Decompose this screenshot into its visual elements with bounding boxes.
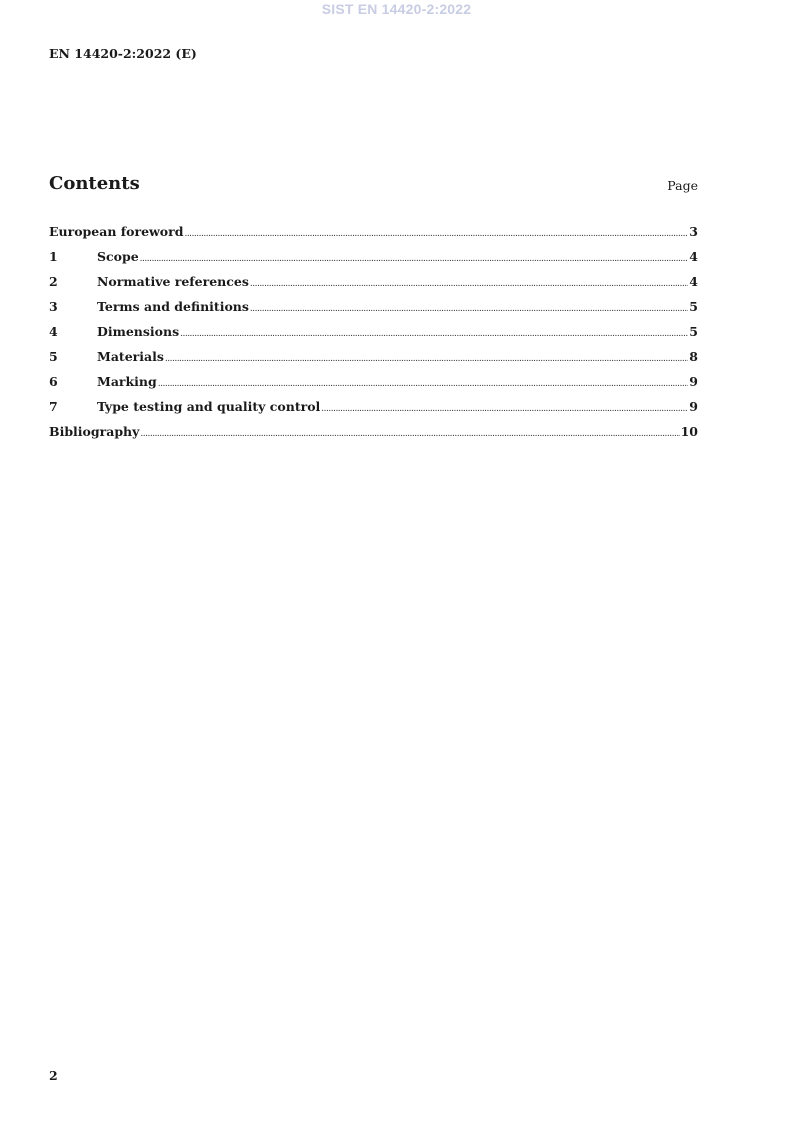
- toc-entry-page: 4: [689, 249, 698, 264]
- toc-dot-leader: [184, 229, 688, 239]
- toc-entry-materials[interactable]: [49, 349, 698, 374]
- toc-entry-normative-references[interactable]: [49, 274, 698, 299]
- toc-entry-bibliography[interactable]: [49, 424, 698, 449]
- toc-entry-page: 9: [689, 399, 698, 414]
- toc-entry-page: 8: [689, 349, 698, 364]
- document-id-header: EN 14420-2:2022 (E): [49, 46, 197, 61]
- page-column-label: Page: [667, 178, 698, 193]
- toc-entry-title: European foreword: [49, 224, 184, 239]
- toc-entry-type-testing[interactable]: [49, 399, 698, 424]
- watermark: SIST EN 14420-2:2022: [321, 1, 472, 17]
- toc-entry-number: 5: [49, 349, 58, 364]
- toc-dot-leader: [140, 429, 679, 439]
- toc-entry-number: 7: [49, 399, 58, 414]
- toc-entry-page: 10: [680, 424, 698, 439]
- toc-dot-leader: [165, 354, 688, 364]
- toc-dot-leader: [250, 304, 688, 314]
- toc-entry-number: 1: [49, 249, 58, 264]
- toc-dot-leader: [140, 254, 689, 264]
- toc-entry-number: 2: [49, 274, 58, 289]
- toc-entry-page: 5: [689, 299, 698, 314]
- toc-entry-number: 4: [49, 324, 58, 339]
- toc-entry-title: Bibliography: [49, 424, 140, 439]
- toc-entry-terms-and-definitions[interactable]: [49, 299, 698, 324]
- toc-entry-title: Type testing and quality control: [97, 399, 321, 414]
- toc-dot-leader: [180, 329, 688, 339]
- toc-entry-scope[interactable]: [49, 249, 698, 274]
- toc-dot-leader: [158, 379, 689, 389]
- toc-entry-number: 6: [49, 374, 58, 389]
- toc-entry-european-foreword[interactable]: [49, 224, 698, 249]
- toc-entry-dimensions[interactable]: [49, 324, 698, 349]
- toc-entry-title: Normative references: [97, 274, 249, 289]
- toc-dot-leader: [321, 404, 688, 414]
- page-number: 2: [49, 1068, 58, 1083]
- toc-entry-title: Marking: [97, 374, 157, 389]
- toc-entry-page: 3: [689, 224, 698, 239]
- toc-entry-title: Dimensions: [97, 324, 180, 339]
- toc-entry-number: 3: [49, 299, 58, 314]
- table-of-contents: [49, 224, 698, 449]
- toc-dot-leader: [250, 279, 688, 289]
- contents-heading: Contents: [49, 173, 140, 194]
- toc-entry-page: 9: [689, 374, 698, 389]
- toc-entry-marking[interactable]: [49, 374, 698, 399]
- toc-entry-page: 4: [689, 274, 698, 289]
- toc-entry-title: Scope: [97, 249, 139, 264]
- toc-entry-title: Terms and definitions: [97, 299, 249, 314]
- toc-entry-page: 5: [689, 324, 698, 339]
- toc-entry-title: Materials: [97, 349, 164, 364]
